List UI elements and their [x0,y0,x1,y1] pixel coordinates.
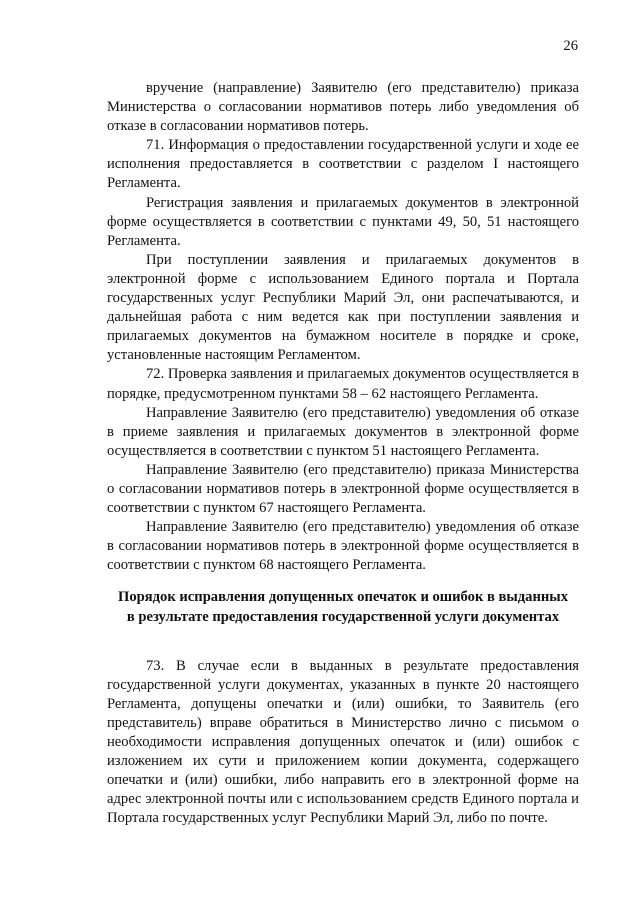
paragraph-72-verification: 72. Проверка заявления и прилагаемых документов осуществляется в порядке, предусмотренном пунктами 58 – 62 настоящего Регламента. [107,366,579,402]
paragraph-71-information: 71. Информация о предоставлении государственной услуги и ходе ее исполнения предоставляется в соответствии с разделом I настоящего Регламента. [107,137,579,192]
paragraph-refusal-notice: Направление Заявителю (его представителю) уведомления об отказе в приеме заявления и прилагаемых документов в электронной форме осуществляется в соответствии с пунктом 51 настоящего Регламента. [107,404,579,459]
section-heading [107,588,579,626]
paragraph-delivery-order: вручение (направление) Заявителю (его представителю) приказа Министерства о согласовании нормативов потерь либо уведомления об отказе в согласовании нормативов потерь. [107,80,579,135]
section-heading-line-1: Порядок исправления допущенных опечаток и ошибок в выданных [118,589,568,606]
paragraph-approval-order: Направление Заявителю (его представителю) приказа Министерства о согласовании нормативов потерь в электронной форме осуществляется в соответствии с пунктом 67 настоящего Регламента. [107,461,579,517]
paragraph-refusal-approval: Направление Заявителю (его представителю) уведомления об отказе в согласовании нормативов потерь в электронной форме осуществляется в соответствии с пунктом 68 настоящего Регламента. [107,519,579,574]
paragraph-registration: Регистрация заявления и прилагаемых документов в электронной форме осуществляется в соответствии с пунктами 49, 50, 51 настоящего Регламента. [107,194,579,249]
paragraph-electronic-receipt: При поступлении заявления и прилагаемых документов в электронной форме с использованием Единого портала и Портала государственных услуг Республики Марий Эл, они распечатываются, и дальнейшая работа с ним ведется как при поступлении заявления и прилагаемых документов на бумажном носителе в порядке и сроке, установленные настоящим Регламентом. [107,251,579,364]
paragraph-73-corrections: 73. В случае если в выданных в результате предоставления государственной услуги документах, указанных в пункте 20 настоящего Регламента, допущены опечатки и (или) ошибки, то Заявитель (его представитель) вправе обратиться в Министерство лично с письмом о необходимости исправления допущенных опечаток и (или) ошибок с изложением их сути и приложением копии документа, содержащего опечатки и (или) ошибки, либо направить его в электронной форме на адрес электронной почты или с использованием средств Единого портала и Портала государственных услуг Республики Марий Эл, либо по почте. [107,657,579,827]
page-number: 26 [563,38,578,54]
section-heading-line-2: в результате предоставления государственной услуги документах [126,608,560,625]
document-body [107,79,579,828]
